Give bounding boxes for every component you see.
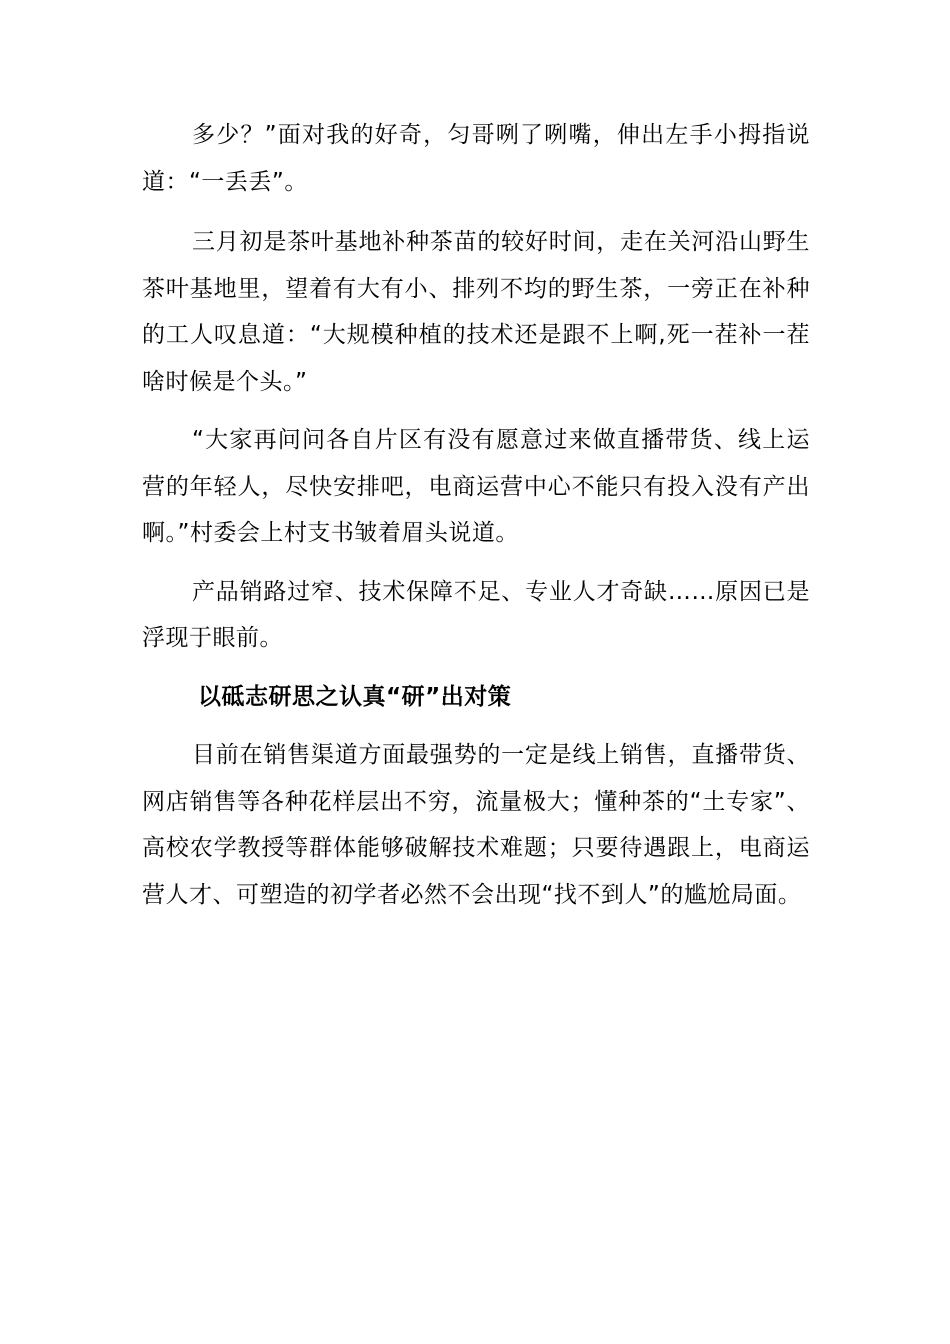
document-body bbox=[142, 112, 810, 930]
paragraph-5: 目前在销售渠道方面最强势的一定是线上销售，直播带货、网店销售等各种花样层出不穷，流量极大；懂种茶的“土专家”、高校农学教授等群体能够破解技术难题；只要待遇跟上，电商运营人才、可塑造的初学者必然不会出现“找不到人”的尴尬局面。 bbox=[142, 742, 810, 908]
paragraph-2: 三月初是茶叶基地补种茶苗的较好时间，走在关河沿山野生茶叶基地里，望着有大有小、排列不均的野生茶，一旁正在补种的工人叹息道：“大规模种植的技术还是跟不上啊,死一茬补一茬啥时候是个头。” bbox=[142, 229, 810, 395]
paragraph-3: “大家再问问各自片区有没有愿意过来做直播带货、线上运营的年轻人，尽快安排吧，电商运营中心不能只有投入没有产出啊。”村委会上村支书皱着眉头说道。 bbox=[142, 427, 810, 546]
paragraph-4: 产品销路过窄、技术保障不足、专业人才奇缺……原因已是浮现于眼前。 bbox=[142, 578, 810, 651]
paragraph-1: 多少？”面对我的好奇，匀哥咧了咧嘴，伸出左手小拇指说道：“一丢丢”。 bbox=[142, 122, 810, 195]
section-heading: 以砥志研思之认真“研”出对策 bbox=[198, 683, 512, 710]
